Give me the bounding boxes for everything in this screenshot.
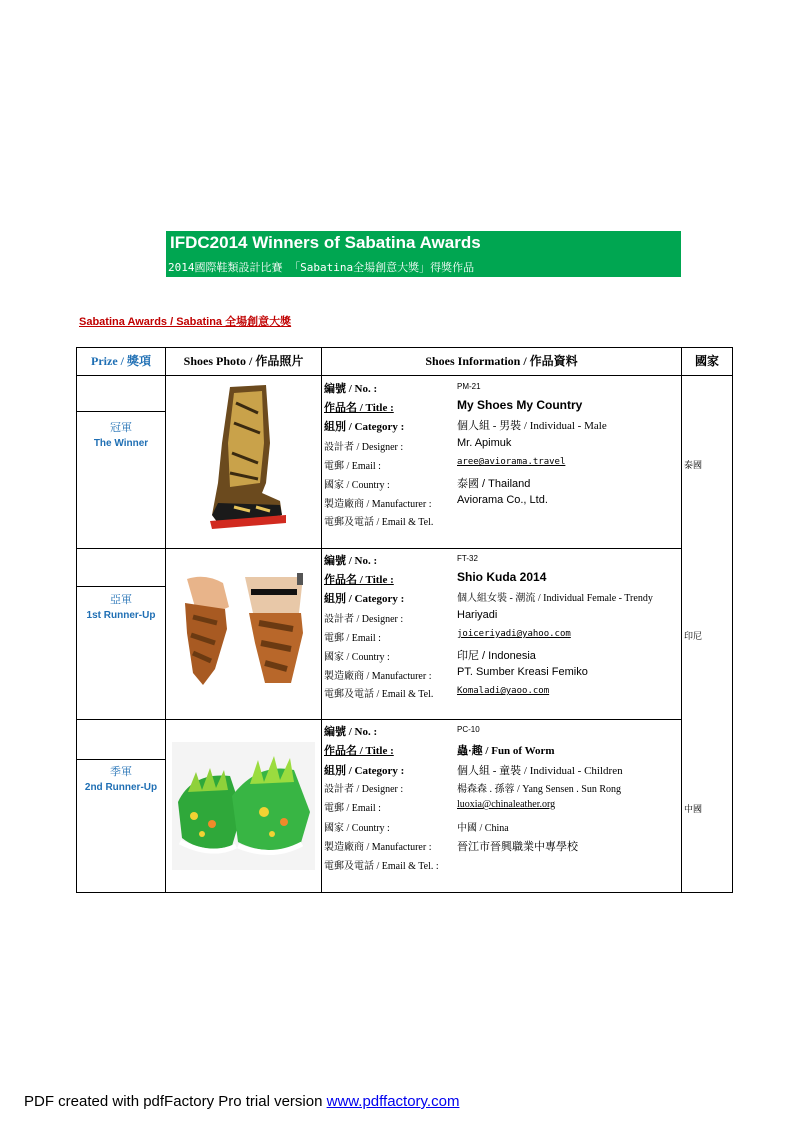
prize-rank: 亞軍 xyxy=(110,594,132,606)
country-cell: 中國 xyxy=(684,804,703,814)
label-contact: 電郵及電話 / Email & Tel. xyxy=(324,517,434,528)
prize-rank: 季軍 xyxy=(110,766,132,778)
prize-name: 2nd Runner-Up xyxy=(84,782,158,793)
header-photo: Shoes Photo / 作品照片 xyxy=(183,354,304,368)
label-no: 編號 / No. : xyxy=(324,555,378,567)
value-country: 中國 / China xyxy=(457,823,509,834)
value-category: 個人組 - 男裝 / Individual - Male xyxy=(457,420,607,432)
value-manufacturer: 晉江市晉興職業中專學校 xyxy=(457,841,578,853)
label-designer: 設計者 / Designer : xyxy=(324,614,404,625)
country-cell: 印尼 xyxy=(684,631,703,641)
label-no: 編號 / No. : xyxy=(324,726,378,738)
label-country: 國家 / Country : xyxy=(324,652,390,663)
value-designer: Mr. Apimuk xyxy=(457,437,512,449)
value-manufacturer: Aviorama Co., Ltd. xyxy=(457,494,548,506)
value-category: 個人組女裝 - 潮流 / Individual Female - Trendy xyxy=(457,593,653,604)
value-country: 印尼 / Indonesia xyxy=(457,650,536,662)
footer-link[interactable]: www.pdffactory.com xyxy=(326,1093,460,1110)
title-banner xyxy=(166,231,681,277)
value-no: PC-10 xyxy=(457,725,480,734)
prize-name: 1st Runner-Up xyxy=(86,610,156,621)
label-designer: 設計者 / Designer : xyxy=(324,442,404,453)
label-title: 作品名 / Title : xyxy=(324,745,394,757)
value-manufacturer: PT. Sumber Kreasi Femiko xyxy=(457,666,588,678)
label-email: 電郵 / Email : xyxy=(324,633,381,644)
value-title: 蟲·趣 / Fun of Worm xyxy=(457,745,555,757)
value-designer: Hariyadi xyxy=(457,609,498,621)
value-email[interactable]: joiceriyadi@yahoo.com xyxy=(457,629,571,639)
footer-text: PDF created with pdfFactory Pro trial version xyxy=(24,1093,327,1110)
value-email[interactable]: luoxia@chinaleather.org xyxy=(457,799,556,810)
banner-title: IFDC2014 Winners of Sabatina Awards xyxy=(170,233,481,252)
label-manufacturer: 製造廠商 / Manufacturer : xyxy=(324,671,432,682)
label-title: 作品名 / Title : xyxy=(324,574,394,586)
header-prize: Prize / 獎項 xyxy=(91,354,151,368)
header-country: 國家 xyxy=(694,354,719,368)
label-category: 組別 / Category : xyxy=(324,421,405,433)
shoe-photo-worm xyxy=(172,742,315,870)
value-category: 個人組 - 童裝 / Individual - Children xyxy=(457,765,623,777)
banner-subtitle: 2014國際鞋類設計比賽 「Sabatina全場創意大獎」得獎作品 xyxy=(168,261,475,274)
value-email[interactable]: aree@aviorama.travel xyxy=(457,457,566,467)
value-title: Shio Kuda 2014 xyxy=(457,570,547,584)
value-designer: 楊森森 . 孫蓉 / Yang Sensen . Sun Rong xyxy=(457,784,621,795)
value-no: FT-32 xyxy=(457,554,478,563)
label-contact: 電郵及電話 / Email & Tel. xyxy=(324,689,434,700)
shoe-photo-wedge xyxy=(175,573,315,693)
label-country: 國家 / Country : xyxy=(324,823,390,834)
label-manufacturer: 製造廠商 / Manufacturer : xyxy=(324,499,432,510)
label-category: 組別 / Category : xyxy=(324,765,405,777)
label-title: 作品名 / Title : xyxy=(324,402,394,414)
value-title: My Shoes My Country xyxy=(457,398,583,412)
label-contact: 電郵及電話 / Email & Tel. : xyxy=(324,861,439,872)
label-designer: 設計者 / Designer : xyxy=(324,784,404,795)
label-manufacturer: 製造廠商 / Manufacturer : xyxy=(324,842,432,853)
value-country: 泰國 / Thailand xyxy=(457,478,531,490)
prize-name: The Winner xyxy=(93,438,149,449)
header-info: Shoes Information / 作品資料 xyxy=(425,354,578,368)
value-no: PM-21 xyxy=(457,382,481,391)
label-category: 組別 / Category : xyxy=(324,593,405,605)
label-email: 電郵 / Email : xyxy=(324,461,381,472)
pdf-footer xyxy=(24,1093,459,1110)
country-cell: 泰國 xyxy=(684,460,703,470)
prize-rank: 冠軍 xyxy=(110,422,132,434)
label-email: 電郵 / Email : xyxy=(324,803,381,814)
shoe-photo-boot xyxy=(200,383,290,531)
section-title: Sabatina Awards / Sabatina 全場創意大獎 xyxy=(79,316,292,328)
label-no: 編號 / No. : xyxy=(324,383,378,395)
value-contact[interactable]: Komaladi@yaoo.com xyxy=(457,686,550,696)
label-country: 國家 / Country : xyxy=(324,480,390,491)
